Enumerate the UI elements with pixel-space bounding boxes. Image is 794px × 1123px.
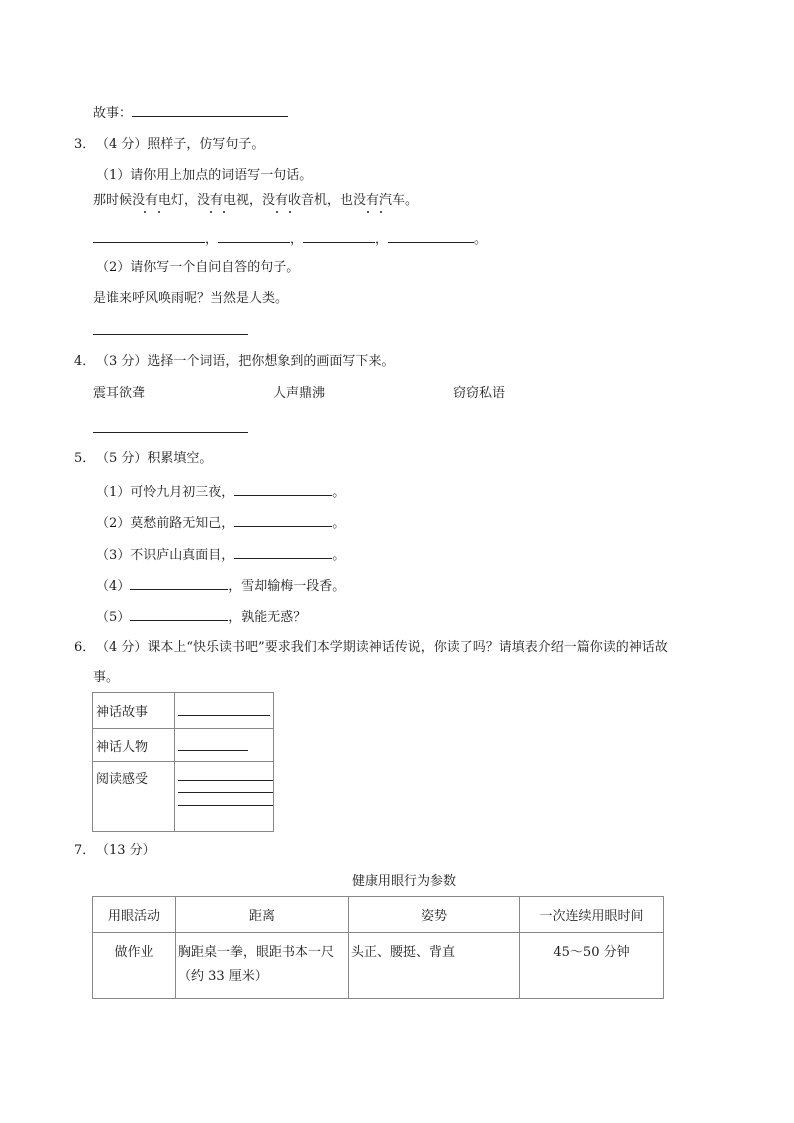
q5-item-text: （4） xyxy=(96,579,131,594)
q5-heading: （5 分）积累填空。 xyxy=(96,451,213,466)
cell-feeling-answer[interactable] xyxy=(175,762,274,832)
q2-story-line xyxy=(93,103,288,122)
emphasis-dot xyxy=(144,211,146,213)
row-label-character: 神话人物 xyxy=(93,729,175,762)
comma: ， xyxy=(375,232,389,247)
col-header-activity: 用眼活动 xyxy=(93,897,176,933)
emphasis-dot xyxy=(223,211,225,213)
q5-item-text: 。 xyxy=(332,548,346,563)
cell-distance xyxy=(176,933,349,999)
q7-heading: （13 分） xyxy=(96,843,156,858)
answer-blank[interactable] xyxy=(178,740,248,751)
q6-heading: （4 分）课本上“快乐读书吧”要求我们本学期读神话传说，你读了吗？请填表介绍一篇你读的神话故 xyxy=(96,640,668,655)
row-label-feeling: 阅读感受 xyxy=(93,762,175,832)
answer-blank[interactable] xyxy=(93,229,205,243)
q3-sub1: （1）请你用上加点的词语写一句话。 xyxy=(96,168,313,183)
q5-item-text: （5） xyxy=(96,610,131,625)
q5-item-3 xyxy=(96,545,345,564)
answer-blank[interactable] xyxy=(130,607,228,621)
q5-item-text: （2）莫愁前路无知己， xyxy=(96,516,235,531)
q5-item-text: （3）不识庐山真面目， xyxy=(96,548,235,563)
q5-item-text: 。 xyxy=(332,485,346,500)
q5-item-1 xyxy=(96,482,345,501)
q4-word-2[interactable]: 人声鼎沸 xyxy=(273,386,326,401)
q7-table xyxy=(92,896,664,999)
q4-word-3[interactable]: 窃窃私语 xyxy=(453,386,506,401)
answer-blank[interactable] xyxy=(130,576,228,590)
cell-posture: 头正、腰挺、背直 xyxy=(349,933,520,999)
q5-item-text: ，孰能无惑？ xyxy=(228,610,307,625)
q6-table xyxy=(92,692,274,832)
q5-number: 5． xyxy=(74,451,96,466)
q3-answer-blank2[interactable] xyxy=(93,334,248,335)
cell-story-answer[interactable] xyxy=(175,693,274,729)
answer-blank[interactable] xyxy=(234,513,332,527)
q7-table-title: 健康用眼行为参数 xyxy=(352,874,457,889)
answer-blank[interactable] xyxy=(388,229,474,243)
answer-blank[interactable] xyxy=(178,781,273,793)
period: 。 xyxy=(474,232,488,247)
q4-word-1[interactable]: 震耳欲聋 xyxy=(93,386,146,401)
q5-item-text: （1）可怜九月初三夜， xyxy=(96,485,235,500)
answer-blank[interactable] xyxy=(178,705,270,716)
q3-example2: 是谁来呼风唤雨呢？当然是人类。 xyxy=(93,291,289,306)
q3-sub2: （2）请你写一个自问自答的句子。 xyxy=(96,260,300,275)
cell-activity: 做作业 xyxy=(93,933,176,999)
answer-blank[interactable] xyxy=(234,545,332,559)
cell-character-answer[interactable] xyxy=(175,729,274,762)
answer-blank[interactable] xyxy=(178,768,273,781)
q5-item-4 xyxy=(96,576,345,595)
q7-number: 7． xyxy=(74,843,96,858)
comma: ， xyxy=(290,232,304,247)
col-header-posture: 姿势 xyxy=(349,897,520,933)
col-header-duration: 一次连续用眼时间 xyxy=(520,897,664,933)
q5-item-5 xyxy=(96,607,306,626)
story-answer-blank[interactable] xyxy=(132,103,288,117)
q6-number: 6． xyxy=(74,640,96,655)
q5-item-text: 。 xyxy=(332,516,346,531)
emphasis-dot xyxy=(380,211,382,213)
emphasis-dot xyxy=(367,211,369,213)
story-label: 故事： xyxy=(93,106,133,121)
answer-blank[interactable] xyxy=(178,793,273,806)
emphasis-dot xyxy=(158,211,160,213)
q3-example1: 那时候没有电灯，没有电视，没有收音机，也没有汽车。 xyxy=(93,193,419,208)
emphasis-dot xyxy=(276,211,278,213)
q3-answer-row1 xyxy=(93,229,487,248)
answer-blank[interactable] xyxy=(303,229,375,243)
answer-blank[interactable] xyxy=(218,229,290,243)
comma: ， xyxy=(205,232,219,247)
cell-duration: 45～50 分钟 xyxy=(520,933,664,999)
emphasis-dot xyxy=(289,211,291,213)
q4-heading: （3 分）选择一个词语，把你想象到的画面写下来。 xyxy=(96,354,395,369)
col-header-distance: 距离 xyxy=(176,897,349,933)
emphasis-dot xyxy=(210,211,212,213)
q5-item-2 xyxy=(96,513,345,532)
distance-line-1: 胸距桌一拳，眼距书本一尺 xyxy=(178,945,335,960)
distance-line-2: （约 33 厘米） xyxy=(178,969,268,984)
q6-heading-cont: 事。 xyxy=(93,670,120,685)
q4-number: 4． xyxy=(74,354,96,369)
answer-blank[interactable] xyxy=(234,482,332,496)
q5-item-text: ，雪却输梅一段香。 xyxy=(228,579,346,594)
q4-answer-blank[interactable] xyxy=(93,432,248,433)
q3-heading: （4 分）照样子，仿写句子。 xyxy=(96,137,265,152)
q3-number: 3． xyxy=(74,137,96,152)
row-label-story: 神话故事 xyxy=(93,693,175,729)
